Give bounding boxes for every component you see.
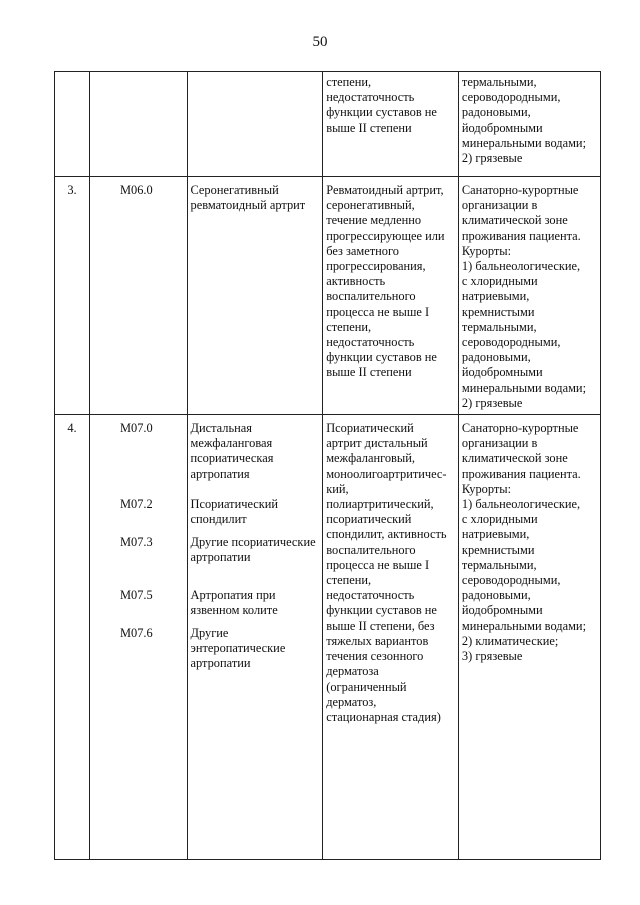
text-line: полиартритический, [326,497,434,512]
text-line: недостаточность [326,90,415,105]
icd-code: M07.2 [119,497,153,512]
table-row [55,415,601,860]
text-line: сероводородными, [461,90,561,105]
diagnosis-name [191,535,320,588]
text-line: функции суставов не [326,105,437,120]
text-line: радоновыми, [461,350,531,365]
text-line: энтеропатические [190,641,286,656]
text-line: межфаланговая [190,436,273,451]
text-line: сероводородными, [461,335,561,350]
text-line: стационарная стадия) [326,709,441,724]
text-line: климатической зоне [461,213,568,228]
text-line: с хлоридными [461,512,538,527]
icd-code: M07.3 [119,535,153,550]
text-line: выше II степени [326,120,412,135]
text-line: 2) грязевые [461,151,523,166]
text-line: спондилит [190,512,247,527]
text-line: язвенном колите [190,603,278,618]
text-line: Санаторно-курортные [461,421,579,436]
text-line: (ограниченный [326,679,407,694]
text-line: термальными, [461,75,537,89]
text-line: дерматоз, [326,694,377,709]
text-line: йодобромными [461,120,543,135]
text-line: Артропатия при [190,588,276,603]
text-line: дерматоза [326,664,379,679]
icd-code-cell [89,177,187,415]
text-line: процесса не выше I [326,557,430,572]
icd-code: M07.0 [119,421,153,436]
text-line: йодобромными [461,365,543,380]
text-line: йодобромными [461,603,543,618]
text-line: 2) грязевые [461,395,523,410]
text-line: минеральными водами; [461,135,587,150]
text-line: кремнистыми [461,304,535,319]
diagnosis-name [191,588,320,626]
text-line: активность [326,274,386,289]
diagnosis-name-cell [187,415,323,860]
text-line: минеральными водами; [461,380,587,395]
text-line: термальными, [461,319,537,334]
icd-code-cell [89,415,187,860]
diagnosis-name-cell [187,177,323,415]
icd-code: M07.6 [119,626,153,641]
text-line: моноолигоартритичес- [326,466,447,481]
text-line: воспалительного [326,542,416,557]
text-line: Псориатический [326,421,414,436]
text-line: проживания пациента. [461,228,581,243]
text-line: Псориатический [190,497,279,512]
icd-code-cell [89,72,187,177]
text-line: недостаточность [326,335,415,350]
text-line: Серонегативный [190,183,279,197]
text-line: течение медленно [326,213,422,228]
diagnosis-name [191,497,320,535]
text-line: 1) бальнеологические, [461,259,581,274]
resort-cell [458,177,600,415]
clinical-description-cell [323,177,459,415]
text-line: псориатическая [190,451,274,466]
text-line: артропатии [190,550,251,565]
text-line: радоновыми, [461,105,531,120]
text-line: Другие [190,626,229,641]
text-line: 3) грязевые [461,649,523,664]
text-line: процесса не выше I [326,304,430,319]
table-row [55,72,601,177]
text-line: проживания пациента. [461,466,581,481]
text-line: организации в [461,436,538,451]
text-line: кий, [326,481,349,496]
text-line: серонегативный, [326,198,415,213]
text-line: степени, [326,75,372,89]
text-line: прогрессирования, [326,259,426,274]
text-line: натриевыми, [461,527,530,542]
diagnosis-name [191,626,320,672]
text-line: Курорты: [461,481,512,496]
text-line: термальными, [461,557,537,572]
text-line: степени, [326,319,372,334]
row-number-cell: 3. [55,177,90,415]
text-line: артропатии [190,656,251,671]
text-line: Дистальная [190,421,252,436]
text-line: спондилит, активность [326,527,447,542]
row-number-cell: 4. [55,415,90,860]
text-line: сероводородными, [461,573,561,588]
text-line: 2) климатические; [461,633,559,648]
text-line: организации в [461,198,538,213]
text-line: климатической зоне [461,451,568,466]
text-line: Другие псориатические [190,535,316,550]
text-line: Ревматоидный артрит, [326,183,444,197]
text-line: тяжелых вариантов [326,633,429,648]
text-line: степени, [326,573,372,588]
text-line: кремнистыми [461,542,535,557]
text-line: с хлоридными [461,274,538,289]
text-line: ревматоидный артрит [190,198,306,213]
text-line: воспалительного [326,289,416,304]
text-line: прогрессирующее или [326,228,445,243]
clinical-description-cell [323,415,459,860]
table-row [55,177,601,415]
text-line: недостаточность [326,588,415,603]
text-line: выше II степени, без [326,618,435,633]
row-number-cell [55,72,90,177]
text-line: выше II степени [326,365,412,380]
resort-cell [458,72,600,177]
text-line: Курорты: [461,243,512,258]
resort-cell [458,415,600,860]
icd-code: M06.0 [119,183,153,197]
text-line: артропатия [190,466,250,481]
text-line: функции суставов не [326,603,437,618]
diagnosis-name [191,421,320,497]
text-line: функции суставов не [326,350,437,365]
text-line: течения сезонного [326,649,424,664]
page-number: 50 [312,34,328,50]
text-line: 1) бальнеологические, [461,497,581,512]
text-line: без заметного [326,243,399,258]
indications-table [54,71,601,860]
text-line: псориатический [326,512,412,527]
text-line: артрит дистальный [326,436,428,451]
text-line: минеральными водами; [461,618,587,633]
diagnosis-name-cell [187,72,323,177]
icd-code: M07.5 [119,588,153,603]
text-line: натриевыми, [461,289,530,304]
text-line: Санаторно-курортные [461,183,579,197]
text-line: межфаланговый, [326,451,415,466]
clinical-description-cell [323,72,459,177]
text-line: радоновыми, [461,588,531,603]
